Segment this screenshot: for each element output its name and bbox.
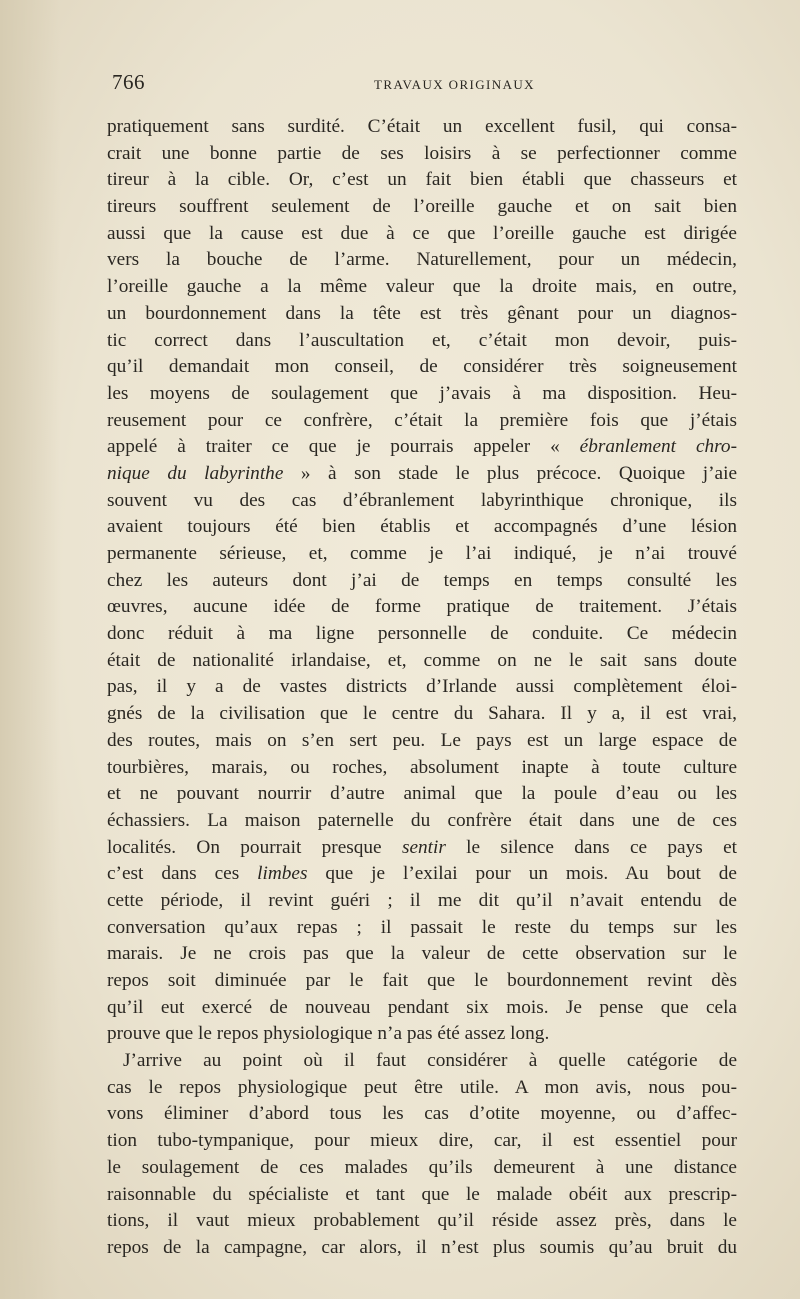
text-segment: souvent vu des cas d’ébranlement labyrinthique chronique, ils bbox=[107, 489, 737, 511]
text-segment: pas, il y a de vastes districts d’Irlande aussi complètement éloi- bbox=[107, 676, 737, 698]
text-line bbox=[107, 114, 737, 141]
text-segment: tourbières, marais, ou roches, absolument inapte à toute culture bbox=[107, 756, 737, 778]
text-line bbox=[107, 915, 737, 942]
text-line bbox=[107, 941, 737, 968]
text-line bbox=[107, 701, 737, 728]
text-line bbox=[107, 221, 737, 248]
text-line bbox=[107, 1101, 737, 1128]
text-line bbox=[107, 568, 737, 595]
text-segment: aussi que la cause est due à ce que l’oreille gauche est dirigée bbox=[107, 222, 737, 244]
text-segment: et ne pouvant nourrir d’autre animal que la poule d’eau ou les bbox=[107, 783, 737, 805]
text-line bbox=[107, 354, 737, 381]
text-segment: c’est dans ces bbox=[107, 863, 258, 885]
italic-text: sentir bbox=[401, 836, 446, 858]
text-segment: chez les auteurs dont j’ai de temps en temps consulté les bbox=[107, 569, 737, 591]
text-segment: prouve que le repos physiologique n’a pas été assez long. bbox=[107, 1023, 550, 1045]
text-segment: vers la bouche de l’arme. Naturellement, pour un médecin, bbox=[107, 249, 737, 271]
text-segment: qu’il demandait mon conseil, de considérer très soigneusement bbox=[107, 356, 737, 378]
text-segment: appelé à traiter ce que je pourrais appeler « bbox=[107, 436, 580, 458]
text-line bbox=[107, 274, 737, 301]
text-line bbox=[107, 835, 737, 862]
text-segment: pratiquement sans surdité. C’était un excellent fusil, qui consa- bbox=[107, 116, 737, 137]
text-segment: repos soit diminuée par le fait que le bourdonnement revint dès bbox=[107, 970, 737, 991]
text-segment: tion tubo-tympanique, pour mieux dire, car, il est essentiel pour bbox=[107, 1130, 737, 1152]
text-line bbox=[107, 968, 737, 995]
text-segment: localités. On pourrait presque bbox=[107, 836, 402, 858]
text-segment: tions, il vaut mieux probablement qu’il réside assez près, dans le bbox=[107, 1210, 737, 1232]
body-text bbox=[107, 114, 737, 1262]
text-line bbox=[107, 674, 737, 701]
italic-text: nique du labyrinthe bbox=[107, 462, 284, 484]
text-segment: vons éliminer d’abord tous les cas d’otite moyenne, ou d’affec- bbox=[107, 1103, 737, 1125]
text-line bbox=[107, 1048, 737, 1075]
text-segment: cette période, il revint guéri ; il me dit qu’il n’avait entendu de bbox=[107, 889, 737, 911]
text-line bbox=[107, 728, 737, 755]
text-line bbox=[107, 247, 737, 274]
text-line bbox=[107, 301, 737, 328]
text-segment: avaient toujours été bien établis et accompagnés d’une lésion bbox=[107, 516, 737, 538]
text-segment: les moyens de soulagement que j’avais à ma disposition. Heu- bbox=[107, 382, 737, 404]
text-line bbox=[107, 1075, 737, 1102]
page-edge-shadow bbox=[0, 0, 60, 1299]
text-line bbox=[107, 808, 737, 835]
text-segment: échassiers. La maison paternelle du confrère était dans une de ces bbox=[107, 809, 737, 831]
text-segment: permanente sérieuse, et, comme je l’ai indiqué, je n’ai trouvé bbox=[107, 543, 737, 564]
text-line bbox=[107, 1182, 737, 1209]
text-line bbox=[107, 514, 737, 541]
text-line bbox=[107, 888, 737, 915]
text-segment: marais. Je ne crois pas que la valeur de cette observation sur le bbox=[107, 943, 737, 965]
text-line bbox=[107, 755, 737, 782]
page-number: 766 bbox=[112, 70, 145, 94]
text-line bbox=[107, 861, 737, 888]
italic-text: ébranlement chro- bbox=[579, 436, 737, 458]
text-line bbox=[107, 194, 737, 221]
text-line bbox=[107, 167, 737, 194]
text-line bbox=[107, 648, 737, 675]
text-line bbox=[107, 141, 737, 168]
italic-text: limbes bbox=[257, 863, 308, 885]
text-segment: tireur à la cible. Or, c’est un fait bien établi que chasseurs et bbox=[107, 169, 737, 191]
text-segment: le silence dans ce pays et bbox=[445, 836, 737, 858]
text-line bbox=[107, 541, 737, 568]
text-segment: tic correct dans l’auscultation et, c’était mon devoir, puis- bbox=[107, 329, 737, 351]
text-line bbox=[107, 594, 737, 621]
text-segment: qu’il eut exercé de nouveau pendant six mois. Je pense que cela bbox=[107, 996, 737, 1018]
text-line bbox=[107, 1021, 737, 1048]
text-line bbox=[107, 381, 737, 408]
text-line bbox=[107, 461, 737, 488]
text-segment: le soulagement de ces malades qu’ils demeurent à une distance bbox=[107, 1156, 737, 1178]
text-segment: conversation qu’aux repas ; il passait le reste du temps sur les bbox=[107, 916, 737, 938]
page-header bbox=[112, 70, 737, 100]
text-line bbox=[107, 621, 737, 648]
text-line bbox=[107, 488, 737, 515]
text-segment: que je l’exilai pour un mois. Au bout de bbox=[307, 863, 737, 885]
text-line bbox=[107, 1208, 737, 1235]
text-segment: raisonnable du spécialiste et tant que le malade obéit aux prescrip- bbox=[107, 1183, 737, 1205]
text-line bbox=[107, 328, 737, 355]
text-segment: donc réduit à ma ligne personnelle de conduite. Ce médecin bbox=[107, 623, 737, 645]
text-segment: J’arrive au point où il faut considérer à quelle catégorie de bbox=[123, 1050, 737, 1072]
text-segment: gnés de la civilisation que le centre du Sahara. Il y a, il est vrai, bbox=[107, 703, 737, 725]
text-segment: repos de la campagne, car alors, il n’est plus soumis qu’au bruit du bbox=[107, 1236, 737, 1258]
text-line bbox=[107, 408, 737, 435]
text-segment: un bourdonnement dans la tête est très gênant pour un diagnos- bbox=[107, 302, 737, 324]
text-line bbox=[107, 781, 737, 808]
text-line bbox=[107, 434, 737, 461]
text-segment: » à son stade le plus précoce. Quoique j’aie bbox=[283, 462, 737, 484]
running-head: TRAVAUX ORIGINAUX bbox=[374, 77, 535, 92]
text-segment: crait une bonne partie de ses loisirs à se perfectionner comme bbox=[107, 142, 737, 164]
text-segment: l’oreille gauche a la même valeur que la droite mais, en outre, bbox=[107, 276, 737, 298]
text-segment: était de nationalité irlandaise, et, comme on ne le sait sans doute bbox=[107, 649, 737, 671]
text-segment: cas le repos physiologique peut être utile. A mon avis, nous pou- bbox=[107, 1076, 737, 1098]
text-line bbox=[107, 1155, 737, 1182]
text-segment: des routes, mais on s’en sert peu. Le pays est un large espace de bbox=[107, 729, 737, 751]
text-line bbox=[107, 1128, 737, 1155]
text-segment: tireurs souffrent seulement de l’oreille gauche et on sait bien bbox=[107, 196, 737, 218]
text-line bbox=[107, 995, 737, 1022]
text-line bbox=[107, 1235, 737, 1262]
text-segment: œuvres, aucune idée de forme pratique de traitement. J’étais bbox=[107, 596, 737, 618]
text-segment: reusement pour ce confrère, c’était la première fois que j’étais bbox=[107, 409, 737, 431]
